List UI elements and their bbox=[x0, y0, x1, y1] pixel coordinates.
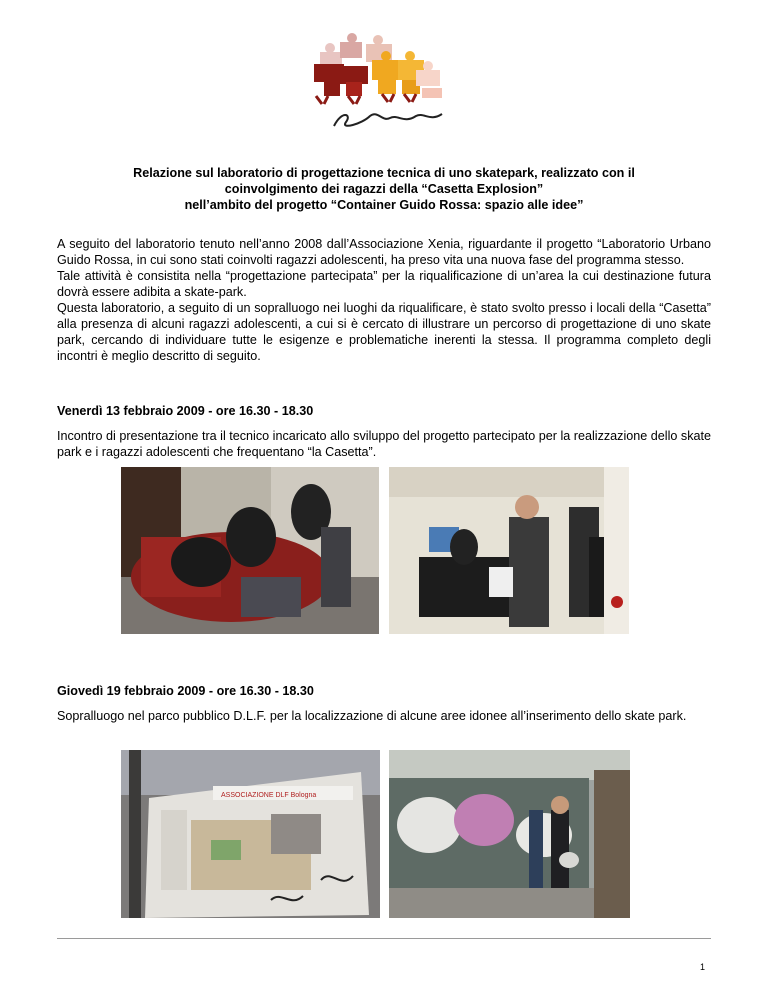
title-line-3: nell’ambito del progetto “Container Guido Rossa: spazio alle idee” bbox=[184, 198, 584, 212]
xenia-logo bbox=[312, 30, 456, 135]
intro-text bbox=[57, 236, 711, 364]
section-2-heading: Giovedì 19 febbraio 2009 - ore 16.30 - 18.30 bbox=[57, 684, 314, 698]
photo-group-on-sofa bbox=[121, 467, 379, 634]
photo-presentation-room bbox=[389, 467, 629, 634]
photo-park-map-sign bbox=[121, 750, 380, 918]
section-1-heading: Venerdì 13 febbraio 2009 - ore 16.30 - 18.30 bbox=[57, 404, 314, 418]
footer-divider bbox=[57, 938, 711, 939]
intro-paragraph-3: Questa laboratorio, a seguito di un sopralluogo nei luoghi da riqualificare, è stato svolto presso i locali della “Casetta” alla presenza di alcuni ragazzi adolescenti, a cui si è cercato di illustrare un percorso di progettazione di uno skate park, cercando di individuare tutte le esigenze e problematiche inerenti la stessa. Il programma completo degli incontri è meglio descritto di seguito. bbox=[57, 301, 711, 363]
intro-paragraph-1: A seguito del laboratorio tenuto nell’anno 2008 dall’Associazione Xenia, riguardante il progetto “Laboratorio Urbano Guido Rossa, in cui sono stati coinvolti ragazzi adolescenti, ha preso vita una nuova fase del programma stesso. bbox=[57, 237, 711, 267]
photo-graffiti-wall bbox=[389, 750, 630, 918]
title-line-1: Relazione sul laboratorio di progettazione tecnica di uno skatepark, realizzato con il bbox=[133, 166, 635, 180]
logo-signature bbox=[334, 114, 442, 126]
report-title bbox=[40, 165, 728, 213]
section-1-text bbox=[57, 428, 711, 460]
title-line-2: coinvolgimento dei ragazzi della “Casetta Explosion” bbox=[224, 182, 544, 196]
section-2-paragraph: Sopralluogo nel parco pubblico D.L.F. per la localizzazione di alcune aree idonee all’inserimento dello skate park. bbox=[57, 709, 687, 723]
section-1-paragraph: Incontro di presentazione tra il tecnico incaricato allo sviluppo del progetto partecipato per la realizzazione dello skate park e i ragazzi adolescenti che frequentano “la Casetta”. bbox=[57, 429, 711, 459]
sign-text: ASSOCIAZIONE DLF Bologna bbox=[221, 792, 317, 799]
section-2-text bbox=[57, 708, 711, 724]
logo-figures bbox=[314, 33, 442, 104]
page-number: 1 bbox=[700, 962, 706, 972]
intro-paragraph-2: Tale attività è consistita nella “progettazione partecipata” per la riqualificazione di un’area la cui destinazione futura dovrà essere adibita a skate-park. bbox=[57, 269, 711, 299]
